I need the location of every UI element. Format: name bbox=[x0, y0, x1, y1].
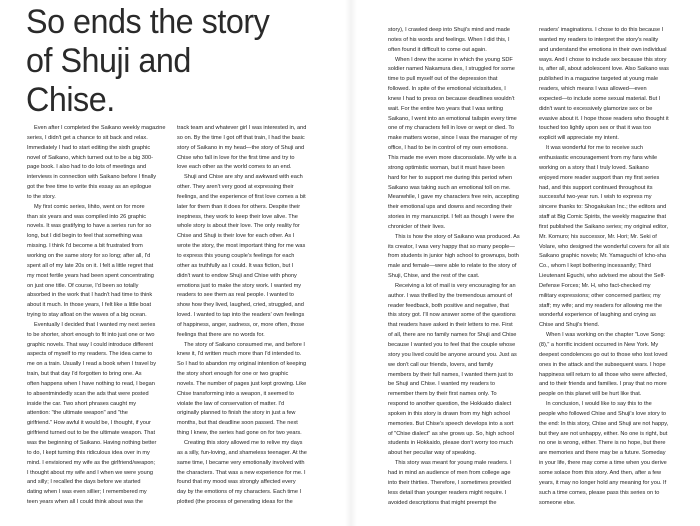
paragraph bbox=[177, 439, 317, 508]
text-line: and to their friends and families. I pray that no more bbox=[539, 381, 667, 388]
text-line: day by the emotions of my characters. Each time I bbox=[177, 489, 302, 496]
text-line: its creator, I was very happy that so many people— bbox=[388, 243, 515, 250]
text-line: Shuji, Chise, and the rest of the cast. bbox=[388, 273, 480, 280]
text-line: and silly; I recalled the days before we started bbox=[27, 479, 141, 486]
text-line: didn't want to excessively glamorize sex or be bbox=[539, 105, 653, 112]
text-line: My first comic series, Iihito, went on for more bbox=[34, 203, 145, 210]
text-line: Eventually I decided that I wanted my next series bbox=[34, 321, 156, 328]
text-line: avoided descriptions that might preempt the bbox=[388, 499, 497, 506]
text-line: trying to stay afloat on the waves of a big ocean. bbox=[27, 312, 147, 319]
text-line: loved. I wanted to tap into the readers' own feelings bbox=[177, 312, 305, 319]
text-line: to express this young couple's feelings for each bbox=[177, 252, 295, 259]
text-line: knew I had to press on because deadlines wouldn't bbox=[388, 95, 515, 102]
text-line: ones in the attack and the subsequent wars. I hope bbox=[539, 361, 666, 368]
text-line: Creating this story allowed me to relive my days bbox=[184, 440, 303, 446]
text-line: whole story is about their love. The only reality for bbox=[177, 223, 300, 230]
text-line: interviews in connection with Saikano before I finally bbox=[27, 174, 157, 181]
text-line: absorbed in the work that I hadn't had time to think bbox=[27, 292, 153, 299]
text-line: people on this planet will be hurt like that. bbox=[539, 391, 642, 398]
text-line: girlfriend turned out to be the ultimate weapon. That bbox=[27, 430, 156, 437]
text-line: some solace from this story. And then, after a few bbox=[539, 469, 662, 476]
text-line: long, but I did begin to feel that something was bbox=[27, 233, 143, 240]
paragraph bbox=[177, 124, 317, 173]
text-line: train, but that day I'd forgotten to bring one. As bbox=[27, 371, 142, 378]
text-line: attention: "the ultimate weapon" and "the bbox=[27, 410, 128, 417]
text-column-2 bbox=[177, 124, 317, 508]
text-line: one of my characters fell in love or wept or died. To bbox=[388, 125, 515, 132]
text-line: is, after all, about adolescent love. Also Saikano was bbox=[539, 66, 669, 73]
text-line: wait. For the entire two years that I was writing bbox=[388, 105, 504, 112]
text-line: spent all of my late 20s on it. I felt a little regret that bbox=[27, 262, 154, 269]
text-line: expected—to include some sexual material. But I bbox=[539, 95, 661, 102]
text-line: people who followed Chise and Shuji's love story to bbox=[539, 410, 667, 417]
text-line: aspects of myself to my readers. The idea came to bbox=[27, 351, 153, 358]
text-line: sincere thanks to: Shogakukan Inc.; the editors and bbox=[539, 204, 667, 211]
text-line: touched too lightly upon sex or that it was too bbox=[539, 125, 651, 132]
text-line: other as truthfully as I could. It was fiction, but I bbox=[177, 262, 294, 269]
text-line: are memories and there may be a future. Someday bbox=[539, 450, 666, 457]
text-line: love each other as the world comes to an end. bbox=[177, 164, 292, 171]
text-line: respond to another question, the Hokkaido dialect bbox=[388, 401, 512, 408]
text-line: from students in junior high school to grownups, both bbox=[388, 253, 519, 260]
text-line: students in Hokkaido, please don't worry too much bbox=[388, 440, 513, 447]
text-line: the characters. That was a new experience for me. I bbox=[177, 469, 306, 476]
text-line: got the free time to write this essay as an epilogue bbox=[27, 184, 152, 191]
text-line: Chise who fall in love for the first time and try to bbox=[177, 154, 295, 161]
paragraph bbox=[539, 26, 679, 144]
text-line: enthusiastic encouragement from my fans while bbox=[539, 154, 658, 161]
text-line: of "Chise dialect" as she grows up. So, high school bbox=[388, 430, 514, 437]
text-line: successful two-year run. I wish to express my bbox=[539, 194, 652, 201]
text-line: of all, there are no family names for Shuji and Chise bbox=[388, 332, 517, 339]
paragraph bbox=[539, 144, 679, 331]
text-line: we don't call our friends, lovers, and family bbox=[388, 361, 494, 368]
text-line: Saikano graphic novels; Mr. Yamaguchi of Icho-sha bbox=[539, 253, 666, 260]
text-line: wanted my readers to interpret the story's reality bbox=[539, 36, 659, 43]
text-line: their emotional ups and downs and recording their bbox=[388, 204, 513, 211]
text-line: in your life, there may come a time when you derive bbox=[539, 460, 667, 467]
text-line: Co., whom I kept bothering incessantly; Third bbox=[539, 263, 651, 270]
paragraph bbox=[177, 173, 317, 340]
text-line: enjoyed more reader support than my first series bbox=[539, 174, 660, 181]
text-line: Lieutenant Eguchi, who advised me about the Self- bbox=[539, 273, 666, 280]
text-line: thing I knew, the series had gone on for two years. bbox=[177, 430, 302, 437]
text-line: me on a train. Usually I read a book when I travel by bbox=[27, 361, 157, 368]
title-line: of Shuji and bbox=[26, 42, 191, 80]
text-line: happiness will return to all those who were affected, bbox=[539, 371, 668, 378]
text-line: same time, I became very emotionally involved with bbox=[177, 459, 305, 466]
text-line: graphic novels. That way I could introduce different bbox=[27, 341, 154, 348]
text-column-1 bbox=[27, 124, 167, 508]
text-line: Defense Forces; Mr. H, who fact-checked my bbox=[539, 282, 651, 289]
text-line: readers to see them as real people. I wanted to bbox=[177, 292, 294, 299]
text-line: novels. It was gratifying to have a series run for so bbox=[27, 223, 152, 230]
text-line: Shuji and Chise are shy and awkward with each bbox=[184, 174, 303, 181]
text-line: This is how the story of Saikano was produced. As bbox=[395, 233, 520, 240]
paragraph bbox=[539, 400, 679, 508]
text-line: teen years when all I could think about was the bbox=[27, 499, 143, 506]
text-line: The story of Saikano consumed me, and before I bbox=[184, 341, 305, 348]
text-line: Chise and Shuji is their love for each other. As I bbox=[177, 233, 295, 240]
text-line: years, it may no longer hold any meaning for you. If bbox=[539, 479, 667, 486]
text-line: to be shorter, short enough to fit into just one or two bbox=[27, 331, 155, 338]
text-line: about her peculiar way of speaking. bbox=[388, 450, 477, 457]
text-line: first published the Saikano series; my original editor, bbox=[539, 223, 669, 230]
text-line: staff; my wife; and my readers for allowing me the bbox=[539, 302, 663, 309]
text-line: Chise transforming into a weapon, it seemed to bbox=[177, 390, 294, 397]
text-line: male and female—were able to relate to the story of bbox=[388, 263, 517, 270]
text-line: explicit will appreciate my intent. bbox=[539, 135, 619, 142]
text-line: the story short enough for one or two graphic bbox=[177, 371, 289, 378]
text-line: remember them by their first names only. To bbox=[388, 391, 497, 398]
paragraph bbox=[388, 233, 528, 282]
text-line: Chise and Shuji's friend. bbox=[539, 322, 600, 329]
text-line: It was wonderful for me to receive such bbox=[546, 145, 644, 152]
text-line: novel of Saikano, which turned out to be a big 300- bbox=[27, 154, 153, 161]
text-line: missing. I think I'd become a bit frustrated from bbox=[27, 243, 143, 250]
text-line: story you lived could be anyone around you. Just as bbox=[388, 351, 517, 358]
text-line: feelings that there are no words for. bbox=[177, 331, 265, 338]
text-line: mind. I envisioned my wife as the girlfriend/weapon; bbox=[27, 459, 156, 466]
text-line: Even after I completed the Saikano weekly magazine bbox=[34, 125, 166, 131]
text-line: story), I crawled deep into Shuji's mind and made bbox=[388, 27, 511, 33]
text-line: stories in my manuscript. I felt as though I were the bbox=[388, 214, 515, 221]
text-line: novels. The number of pages just kept growing. Like bbox=[177, 380, 307, 387]
text-line: Mr. Komuro; his successor, Mr. Hori; Mr. Seki of bbox=[539, 233, 657, 240]
text-line: than six years and was compiled into 26 graphic bbox=[27, 213, 147, 220]
text-line: but they are not unhappy, either. No one is right, but bbox=[539, 430, 668, 437]
text-line: Meanwhile, I gave my characters free rein, accepting bbox=[388, 194, 519, 201]
text-line: Immediately I had to start editing the sixth graphic bbox=[27, 144, 151, 151]
text-line: knew it, I'd written much more than I'd intended to. bbox=[177, 351, 302, 358]
paragraph bbox=[27, 203, 167, 321]
text-line: wonderful experience of laughing and crying as bbox=[539, 312, 656, 319]
page-title bbox=[26, 3, 269, 120]
text-line: This made me even more disconsolate. My wife is a bbox=[388, 154, 517, 161]
text-line: be Shuji and Chise. I wanted my readers to bbox=[388, 381, 495, 388]
text-line: inside the car. Two short phrases caught my bbox=[27, 400, 137, 407]
text-line: readers, which means I was allowed—even bbox=[539, 86, 647, 93]
text-line: working on the same story for so long; after all, I'd bbox=[27, 252, 151, 259]
text-line: didn't want to endow Shuji and Chise with phony bbox=[177, 272, 297, 279]
page-gutter bbox=[345, 0, 357, 526]
text-line: feelings, and the experience of first love comes a bit bbox=[177, 193, 306, 200]
title-line: So ends the story bbox=[26, 3, 270, 41]
text-line: readers' imaginations. I chose to do this because I bbox=[539, 27, 664, 33]
paragraph bbox=[388, 459, 528, 508]
text-line: followed. In spite of the emotional vicissitudes, I bbox=[388, 86, 506, 93]
text-line: other. They aren't very good at expressing their bbox=[177, 184, 294, 191]
text-line: had in mind an audience of men from college age bbox=[388, 469, 511, 476]
text-line: about it much. In those years, I felt like a little boat bbox=[27, 302, 152, 309]
text-column-3 bbox=[388, 26, 528, 508]
paragraph bbox=[539, 331, 679, 400]
text-line: published in a magazine targeted at young male bbox=[539, 76, 659, 83]
text-line: hard for her to support me during this period when bbox=[388, 174, 513, 181]
text-line: reader feedback, both positive and negative, that bbox=[388, 302, 509, 309]
text-line: spoken in this story is drawn from my high school bbox=[388, 410, 510, 417]
text-line: author. I was thrilled by the tremendous amount of bbox=[388, 292, 513, 299]
paragraph bbox=[27, 124, 167, 203]
text-line: page book. I also had to do lots of meetings and bbox=[27, 164, 147, 171]
text-line: this story got. I'll now answer some of the questions bbox=[388, 312, 516, 319]
text-line: time to pull myself out of the depression that bbox=[388, 76, 498, 83]
text-line: memories. But Chise's speech develops into a sort bbox=[388, 420, 514, 427]
text-line: staff at Big Comic Spirits, the weekly magazine that bbox=[539, 214, 667, 221]
text-line: less detail than younger readers might require. I bbox=[388, 489, 507, 496]
text-line: and understand the emotions in their own individual bbox=[539, 46, 667, 53]
text-line: had, and this support continued throughout its bbox=[539, 184, 653, 191]
text-line: the end: In this story, Chise and Shuji are not happy, bbox=[539, 420, 669, 427]
text-line: series, I didn't get a chance to sit back and relax. bbox=[27, 134, 148, 141]
text-line: When I was working on the chapter "Love Song: bbox=[546, 332, 666, 339]
text-column-4 bbox=[539, 26, 679, 508]
text-line: to do, I kept turning this ridiculous idea over in my bbox=[27, 449, 150, 456]
title-line: Chise. bbox=[26, 81, 115, 119]
text-line: that readers have asked in their letters to me. First bbox=[388, 322, 513, 329]
text-line: later for them than it does for others. Despite their bbox=[177, 203, 301, 210]
text-line: office, I had to be in control of my own emotions. bbox=[388, 145, 508, 152]
paragraph bbox=[177, 341, 317, 439]
text-line: make matters worse, since I was the manager of my bbox=[388, 135, 518, 142]
text-line: Saikano, I went into an emotional tailspin every time bbox=[388, 115, 517, 122]
text-line: military expressions; other concerned parties; my bbox=[539, 292, 661, 299]
text-line: So I had to abandon my original intention of keeping bbox=[177, 361, 307, 368]
text-line: someone else. bbox=[539, 499, 576, 506]
text-line: track team and whatever girl I was interested in, and bbox=[177, 125, 307, 131]
text-line: I thought about my wife and I when we were young bbox=[27, 469, 153, 476]
text-line: dating when I was even sillier; I remembered my bbox=[27, 489, 147, 496]
text-line: soldier named Nakamura dies, I struggled for some bbox=[388, 66, 515, 73]
text-line: often happens when I have nothing to read, I began bbox=[27, 380, 155, 387]
text-line: This story was meant for young male readers. I bbox=[395, 460, 512, 467]
text-line: ways. And I chose to include sex because this story bbox=[539, 56, 667, 63]
text-line: girlfriend." How awful it would be, I thought, if your bbox=[27, 420, 151, 427]
paragraph bbox=[388, 26, 528, 56]
text-line: on just one title. Of course, I'd been so totally bbox=[27, 282, 139, 289]
text-line: because I wanted you to feel that the couple whose bbox=[388, 342, 516, 348]
text-line: Saikano was taking such an emotional toll on me. bbox=[388, 184, 511, 191]
text-line: no one is wrong, either. There is no hope, but there bbox=[539, 440, 666, 447]
text-line: such a time comes, please pass this series on to bbox=[539, 489, 660, 496]
text-line: When I drew the scene in which the young SDF bbox=[395, 56, 513, 63]
text-line: violate the law of conservation of matter. I'd bbox=[177, 400, 285, 407]
text-line: as a silly, fun-loving, and shameless teenager. At the bbox=[177, 449, 307, 456]
text-line: found that my mood was strongly affected every bbox=[177, 479, 296, 486]
text-line: notes of his words and feelings. When I did this, I bbox=[388, 36, 510, 43]
text-line: members by their full names, I wanted them just to bbox=[388, 371, 513, 378]
text-line: to the story. bbox=[27, 193, 56, 200]
text-line: into their thirties. Therefore, I sometimes provided bbox=[388, 479, 512, 486]
text-line: Receiving a lot of mail is very encouraging for an bbox=[395, 282, 516, 289]
text-line: wrote the story, the most important thing for me was bbox=[177, 243, 306, 250]
text-line: working on a story that I truly loved. Saikano bbox=[539, 164, 649, 171]
text-line: of happiness, anger, sadness, or, more often, those bbox=[177, 321, 305, 328]
text-line: Volare, who designed the wonderful covers for all six bbox=[539, 243, 670, 250]
text-line: months, but that deadline soon passed. The next bbox=[177, 420, 298, 427]
text-line: chronicler of their lives. bbox=[388, 223, 446, 230]
paragraph bbox=[27, 321, 167, 508]
text-line: In conclusion, I would like to say this to the bbox=[546, 401, 652, 408]
text-line: evasive about it. I hope those readers who thought it bbox=[539, 115, 669, 122]
text-line: was the beginning of Saikano. Having nothing better bbox=[27, 440, 157, 446]
paragraph bbox=[388, 56, 528, 233]
text-line: deepest condolences go out to those who lost loved bbox=[539, 351, 668, 358]
text-line: story of Saikano in my head—the story of Shuji and bbox=[177, 144, 305, 151]
text-line: plotted (the process of generating ideas for the bbox=[177, 499, 293, 506]
text-line: (8)," a horrific incident occurred in New York. My bbox=[539, 342, 659, 348]
text-line: so on. By the time I got off that train, I had the basic bbox=[177, 134, 305, 141]
text-line: strong optimistic woman, but it must have been bbox=[388, 164, 505, 171]
text-line: ineptness, they work to keep their love alive. The bbox=[177, 213, 298, 220]
text-line: often found it difficult to come out again. bbox=[388, 46, 487, 53]
paragraph bbox=[388, 282, 528, 459]
text-line: show how they lived, laughed, cried, struggled, and bbox=[177, 302, 304, 309]
text-line: originally planned to finish the story in just a few bbox=[177, 410, 296, 417]
text-line: to absentmindedly scan the ads that were posted bbox=[27, 390, 149, 397]
text-line: emotions just to make the story work. I wanted my bbox=[177, 282, 302, 289]
text-line: my most fertile years had been spent concentrating bbox=[27, 272, 154, 279]
